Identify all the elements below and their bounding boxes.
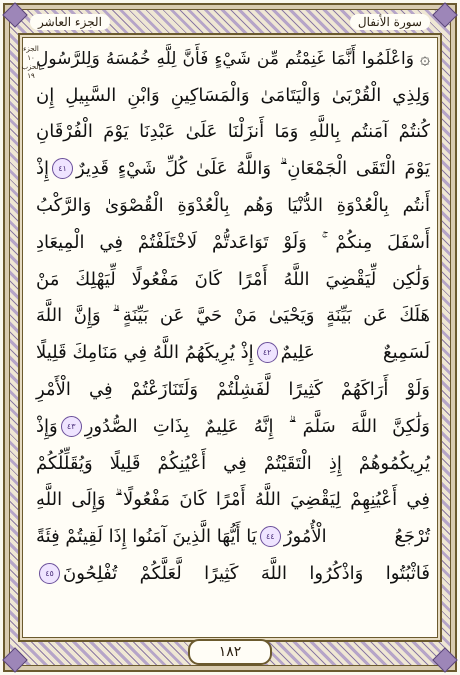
- ayah-number-icon: ٤٤: [260, 526, 281, 547]
- verse-text: وَلَٰكِن لِّيَقْضِيَ اللَّهُ أَمْرًا كَانَ مَفْعُولًا لِّيَهْلِكَ مَنْ: [36, 268, 430, 290]
- surah-title: سورة الأنفال: [350, 14, 430, 30]
- verse-text: أَنتُم بِالْعُدْوَةِ الدُّنْيَا وَهُم بِالْعُدْوَةِ الْقُصْوَىٰ وَالرَّكْبُ: [36, 195, 430, 217]
- verse-line: [36, 187, 430, 224]
- juz-title: الجزء العاشر: [30, 14, 110, 30]
- verse-line: [36, 40, 430, 77]
- verse-text-continued: إِذْ: [36, 158, 50, 180]
- ayah-number-icon: ٤٣: [61, 416, 82, 437]
- verse-text: لَسَمِيعٌ عَلِيمٌ: [280, 342, 430, 364]
- verse-text: فَاثْبُتُوا وَاذْكُرُوا اللَّهَ كَثِيرًا لَّعَلَّكُمْ تُفْلِحُونَ: [63, 563, 430, 585]
- verse-line: [36, 482, 430, 519]
- verse-line: [36, 298, 430, 335]
- verse-text: يَوْمَ الْتَقَى الْجَمْعَانِ ۗ وَاللَّهُ عَلَىٰ كُلِّ شَيْءٍ قَدِيرٌ: [76, 158, 430, 180]
- verse-line: [36, 408, 430, 445]
- page-header: [18, 12, 442, 32]
- juz-label: الجزء ١٠: [23, 45, 39, 62]
- verse-text: تُرْجَعُ الْأُمُورُ: [283, 526, 430, 548]
- verse-text-continued: إِذْ يُرِيكَهُمُ اللَّهُ فِي مَنَامِكَ قَلِيلًا: [36, 342, 254, 364]
- hizb-label: الحزب ١٩: [21, 63, 41, 80]
- ayah-number-icon: ٤١: [52, 158, 73, 179]
- verse-line: [36, 261, 430, 298]
- verse-text: كُنتُمْ آمَنتُم بِاللَّهِ وَمَا أَنزَلْنَا عَلَىٰ عَبْدِنَا يَوْمَ الْفُرْقَانِ: [36, 121, 430, 143]
- ayah-number-icon: ٤٢: [257, 342, 278, 363]
- verse-text: فِي أَعْيُنِهِمْ لِيَقْضِيَ اللَّهُ أَمْرًا كَانَ مَفْعُولًا ۗ وَإِلَى اللَّهِ: [36, 489, 430, 511]
- ayah-number-icon: ٤٥: [39, 563, 60, 584]
- page-number-badge: [188, 639, 272, 665]
- verse-line: [36, 555, 430, 592]
- verse-line: [36, 114, 430, 151]
- verse-line: [36, 445, 430, 482]
- verse-line: [36, 371, 430, 408]
- verse-text: ۞ وَاعْلَمُوا أَنَّمَا غَنِمْتُم مِّن شَيْءٍ فَأَنَّ لِلَّهِ خُمُسَهُ وَلِلرَّسُولِ: [36, 48, 430, 69]
- verse-line: [36, 150, 430, 187]
- verse-line: [36, 334, 430, 371]
- verse-text: وَلَٰكِنَّ اللَّهَ سَلَّمَ ۗ إِنَّهُ عَلِيمٌ بِذَاتِ الصُّدُورِ: [84, 415, 430, 437]
- verse-line: [36, 224, 430, 261]
- verse-text: وَلِذِي الْقُرْبَىٰ وَالْيَتَامَىٰ وَالْمَسَاكِينِ وَابْنِ السَّبِيلِ إِن: [36, 84, 430, 106]
- verse-text-continued: وَإِذْ: [36, 415, 58, 437]
- verse-text-continued: يَا أَيُّهَا الَّذِينَ آمَنُوا إِذَا لَقِيتُمْ فِئَةً: [36, 526, 257, 548]
- verse-text-area: [36, 40, 430, 625]
- verse-line: [36, 518, 430, 555]
- page-number: ١٨٢: [218, 644, 242, 660]
- verse-text: هَلَكَ عَن بَيِّنَةٍ وَيَحْيَىٰ مَنْ حَيَّ عَن بَيِّنَةٍ ۗ وَإِنَّ اللَّهَ: [36, 305, 430, 327]
- verse-line: [36, 77, 430, 114]
- verse-text: وَلَوْ أَرَاكَهُمْ كَثِيرًا لَّفَشِلْتُمْ وَلَتَنَازَعْتُمْ فِي الْأَمْرِ: [36, 379, 430, 401]
- verse-text: يُرِيكُمُوهُمْ إِذِ الْتَقَيْتُمْ فِي أَعْيُنِكُمْ قَلِيلًا وَيُقَلِّلُكُمْ: [36, 452, 430, 474]
- verse-text: أَسْفَلَ مِنكُمْ ۚ وَلَوْ تَوَاعَدتُّمْ لَاخْتَلَفْتُمْ فِي الْمِيعَادِ: [36, 231, 430, 253]
